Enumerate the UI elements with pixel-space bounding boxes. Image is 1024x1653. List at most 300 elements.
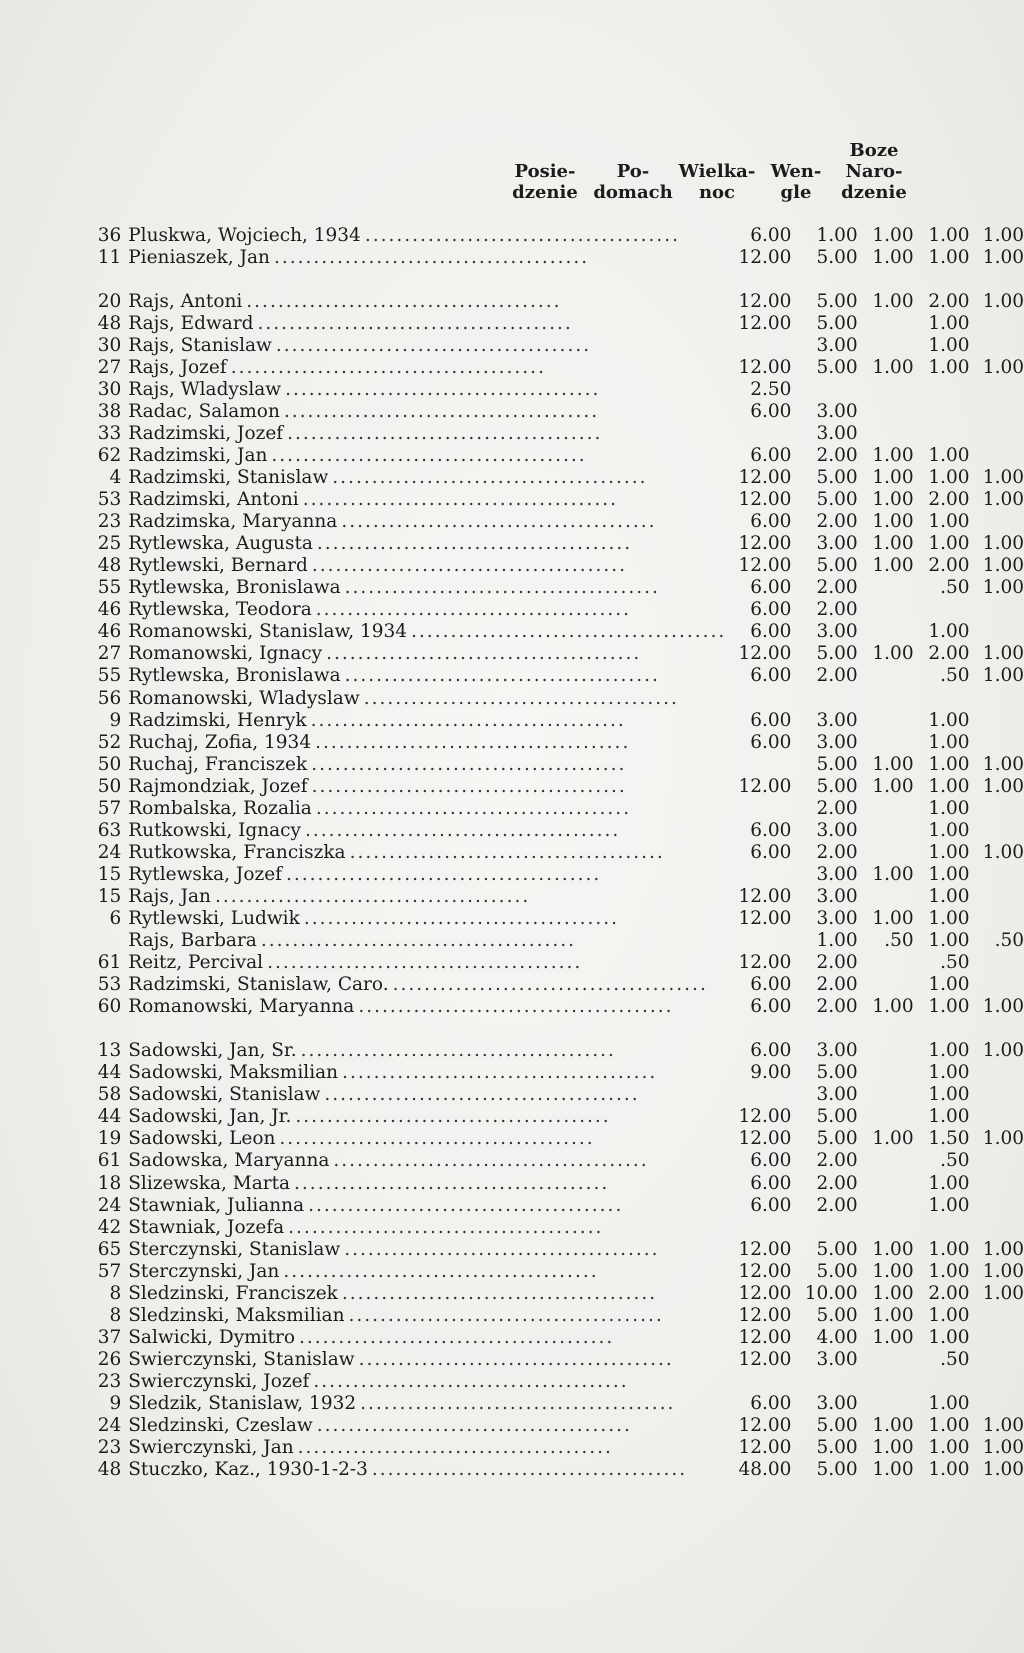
amount-c3: 1.00	[872, 643, 914, 665]
amount-c3: 1.00	[872, 1304, 914, 1326]
amount-c2: 2.00	[816, 511, 858, 533]
amount-c4	[914, 1216, 970, 1238]
leader-dots: ........................................	[285, 378, 601, 400]
name-wrapper	[128, 952, 726, 973]
name-cell	[128, 952, 726, 974]
row-number: 65	[97, 1238, 122, 1260]
amount-c1: 6.00	[750, 1172, 792, 1194]
row-number: 56	[97, 687, 122, 709]
name-cell	[128, 687, 726, 709]
member-name: Rajs, Jozef	[128, 356, 227, 378]
name-cell	[128, 1216, 726, 1238]
member-name: Radzimski, Antoni	[128, 489, 299, 511]
row-number: 27	[97, 643, 122, 665]
amount-c1: 6.00	[750, 819, 792, 841]
leader-dots: ........................................	[363, 687, 679, 709]
amount-c3: 1.00	[872, 1415, 914, 1437]
amount-c5: 1.00	[982, 224, 1024, 246]
name-wrapper	[128, 886, 726, 907]
table-row	[96, 1106, 1024, 1128]
amount-c3	[858, 1392, 914, 1414]
amount-c2: 3.00	[816, 334, 858, 356]
amount-c4: 2.00	[928, 290, 970, 312]
amount-c3	[858, 1172, 914, 1194]
member-name: Radzimski, Henryk	[128, 709, 307, 731]
amount-c1: 12.00	[738, 1282, 792, 1304]
table-row	[96, 1282, 1024, 1304]
name-wrapper	[128, 1437, 726, 1458]
member-name: Pluskwa, Wojciech, 1934	[128, 224, 361, 246]
row-number: 19	[97, 1128, 122, 1150]
amount-c1: 12.00	[738, 1437, 792, 1459]
row-number: 58	[97, 1084, 122, 1106]
member-name: Sledzik, Stanislaw, 1932	[128, 1393, 357, 1414]
amount-c2: 3.00	[816, 885, 858, 907]
name-cell	[128, 1304, 726, 1326]
name-cell	[128, 1062, 726, 1084]
amount-c3	[858, 312, 914, 334]
row-number: 37	[97, 1326, 122, 1348]
table-row	[96, 709, 1024, 731]
table-row	[96, 819, 1024, 841]
table-row	[96, 1326, 1024, 1348]
member-name: Sledzinski, Maksmilian	[128, 1304, 345, 1326]
amount-c5: 1.00	[982, 577, 1024, 599]
leader-dots: ........................................	[310, 709, 626, 731]
name-wrapper	[128, 599, 726, 620]
amount-c2: 2.00	[816, 952, 858, 974]
member-name: Radzimski, Stanislaw, Caro.	[128, 974, 389, 996]
name-cell	[128, 974, 726, 996]
table-row	[96, 1150, 1024, 1172]
amount-c2: 2.00	[816, 841, 858, 863]
amount-c5: 1.00	[982, 290, 1024, 312]
row-number: 33	[97, 422, 122, 444]
leader-dots: ........................................	[341, 1282, 658, 1304]
amount-c4: 1.00	[928, 1040, 970, 1062]
member-name: Romanowski, Stanislaw, 1934	[128, 621, 408, 643]
name-wrapper	[128, 974, 726, 995]
header-posiedzenie: Posie- dzenie	[512, 161, 578, 203]
table-row	[96, 599, 1024, 621]
amount-c1	[726, 863, 791, 885]
amount-c2: 2.00	[816, 444, 858, 466]
row-number: 20	[97, 290, 122, 312]
table-row	[96, 841, 1024, 863]
table-row	[96, 797, 1024, 819]
row-number: 15	[97, 863, 122, 885]
amount-c2	[791, 687, 857, 709]
amount-c2: 1.00	[816, 930, 858, 952]
member-name: Stawniak, Julianna	[128, 1194, 305, 1216]
amount-c1: 6.00	[750, 709, 792, 731]
table-row	[96, 467, 1024, 489]
amount-c2: 5.00	[816, 1415, 858, 1437]
name-cell	[128, 1370, 726, 1392]
amount-c3	[858, 819, 914, 841]
amount-c3: 1.00	[872, 907, 914, 929]
amount-c1: 6.00	[750, 996, 792, 1018]
leader-dots: ........................................	[311, 753, 627, 775]
name-cell	[128, 907, 726, 929]
row-number: 60	[97, 996, 122, 1018]
amount-c4: 1.00	[928, 1393, 970, 1414]
table-row	[96, 1437, 1024, 1459]
member-name: Slizewska, Marta	[128, 1172, 291, 1194]
amount-c3	[858, 709, 914, 731]
row-number: 30	[97, 334, 122, 356]
name-wrapper	[128, 313, 726, 334]
name-wrapper	[128, 1327, 726, 1348]
amount-c5	[970, 1172, 1024, 1194]
leader-dots: ........................................	[344, 1238, 660, 1260]
amount-c3: 1.00	[872, 1238, 914, 1260]
row-number: 62	[97, 444, 122, 466]
name-cell	[128, 290, 726, 312]
member-name: Rajmondziak, Jozef	[128, 775, 308, 797]
amount-c4: 2.00	[928, 489, 970, 511]
row-number: 9	[109, 709, 122, 731]
amount-c1: 12.00	[738, 1106, 792, 1128]
amount-c4: 1.00	[928, 996, 970, 1018]
leader-dots: ........................................	[287, 422, 603, 444]
name-cell	[128, 444, 726, 466]
table-row	[96, 1260, 1024, 1282]
member-name: Rytlewska, Augusta	[128, 533, 313, 555]
ledger-table	[96, 224, 1024, 1481]
member-name: Rajs, Antoni	[128, 290, 243, 312]
name-cell	[128, 1040, 726, 1062]
amount-c3: 1.00	[872, 444, 914, 466]
amount-c2: 5.00	[816, 1062, 858, 1084]
amount-c2: 2.00	[816, 797, 858, 819]
amount-c2: 5.00	[816, 489, 858, 511]
table-row	[96, 952, 1024, 974]
leader-dots: ........................................	[294, 1172, 610, 1194]
name-wrapper	[128, 555, 726, 576]
amount-c5: 1.00	[982, 996, 1024, 1018]
row-number: 18	[97, 1172, 122, 1194]
table-row	[96, 356, 1024, 378]
member-name: Stawniak, Jozefa	[128, 1216, 285, 1238]
amount-c2: 3.00	[816, 400, 858, 422]
amount-c2: 2.00	[816, 599, 858, 621]
amount-c2	[791, 378, 857, 400]
amount-c4: 1.00	[928, 753, 970, 775]
leader-dots: ........................................	[326, 643, 642, 665]
name-cell	[128, 599, 726, 621]
name-cell	[128, 643, 726, 665]
amount-c4: 1.00	[928, 1084, 970, 1106]
amount-c4: 1.00	[928, 819, 970, 841]
member-name: Sledzinski, Czeslaw	[128, 1415, 313, 1437]
amount-c2: 2.00	[816, 665, 858, 687]
amount-c3: 1.00	[872, 1326, 914, 1348]
table-row	[96, 665, 1024, 687]
leader-dots: ........................................	[358, 1348, 674, 1370]
name-cell	[128, 1238, 726, 1260]
amount-c5: 1.00	[982, 841, 1024, 863]
amount-c3	[858, 687, 914, 709]
amount-c3: 1.00	[872, 1459, 914, 1481]
amount-c5: 1.00	[982, 665, 1024, 687]
amount-c5	[970, 312, 1024, 334]
row-number: 57	[97, 797, 122, 819]
amount-c1: 12.00	[738, 952, 792, 974]
amount-c5	[970, 1348, 1024, 1370]
member-name: Pieniaszek, Jan	[128, 246, 270, 268]
name-wrapper	[128, 820, 726, 841]
amount-c1: 12.00	[738, 1304, 792, 1326]
amount-c3: 1.00	[872, 533, 914, 555]
member-name: Ruchaj, Zofia, 1934	[128, 731, 312, 753]
member-name: Rajs, Edward	[128, 312, 254, 334]
table-row	[96, 1128, 1024, 1150]
header-wielkanoc: Wielka- noc	[678, 161, 756, 203]
amount-c3: 1.00	[872, 863, 914, 885]
amount-c2	[791, 1216, 857, 1238]
amount-c5	[970, 511, 1024, 533]
member-name: Rutkowska, Franciszka	[128, 841, 346, 863]
amount-c5: 1.00	[982, 1282, 1024, 1304]
name-wrapper	[128, 511, 726, 532]
header-boze-narodzenie: Boze Naro- dzenie	[841, 140, 907, 203]
name-wrapper	[128, 445, 726, 466]
leader-dots: ........................................	[271, 444, 587, 466]
amount-c1: 6.00	[750, 577, 792, 599]
member-name: Sadowski, Jan, Jr.	[128, 1106, 292, 1128]
amount-c4: 1.00	[928, 1459, 970, 1481]
row-number: 50	[97, 775, 122, 797]
amount-c4: 1.00	[928, 907, 970, 929]
amount-c1	[726, 1370, 791, 1392]
member-name: Sadowska, Maryanna	[128, 1150, 330, 1172]
amount-c2: 3.00	[816, 731, 858, 753]
table-row	[96, 400, 1024, 422]
amount-c3	[858, 1348, 914, 1370]
member-name: Sterczynski, Jan	[128, 1260, 280, 1282]
name-wrapper	[128, 643, 726, 664]
row-number: 50	[97, 753, 122, 775]
amount-c4: 2.00	[928, 1282, 970, 1304]
amount-c4: 1.00	[928, 444, 970, 466]
amount-c1: 6.00	[750, 1150, 792, 1172]
amount-c4: 1.50	[928, 1128, 970, 1150]
gap-cell	[96, 1018, 1024, 1040]
name-wrapper	[128, 754, 726, 775]
name-wrapper	[128, 291, 726, 312]
member-name: Ruchaj, Franciszek	[128, 753, 308, 775]
table-row	[96, 907, 1024, 929]
amount-c4	[914, 378, 970, 400]
amount-c1: 12.00	[738, 312, 792, 334]
amount-c4: 1.00	[928, 1172, 970, 1194]
row-number: 8	[109, 1282, 122, 1304]
amount-c1: 12.00	[738, 885, 792, 907]
column-header	[0, 140, 1024, 210]
amount-c3	[858, 1216, 914, 1238]
amount-c4: 1.00	[928, 709, 970, 731]
row-number: 46	[97, 599, 122, 621]
amount-c2: 1.00	[816, 224, 858, 246]
table-row	[96, 643, 1024, 665]
row-number: 26	[97, 1348, 122, 1370]
name-wrapper	[128, 533, 726, 554]
row-number: 24	[97, 1415, 122, 1437]
leader-dots: ........................................	[333, 1150, 649, 1172]
amount-c5	[970, 863, 1024, 885]
amount-c3	[858, 731, 914, 753]
header-podomach: Po- domach	[593, 161, 673, 203]
amount-c3: 1.00	[872, 1260, 914, 1282]
table-row	[96, 290, 1024, 312]
row-number: 8	[109, 1304, 122, 1326]
amount-c5	[970, 1194, 1024, 1216]
amount-c1: 48.00	[738, 1459, 792, 1481]
amount-c4	[914, 687, 970, 709]
leader-dots: ........................................	[299, 1326, 615, 1348]
row-number: 38	[97, 400, 122, 422]
leader-dots: ........................................	[303, 907, 620, 929]
amount-c1: 12.00	[738, 775, 792, 797]
amount-c4: .50	[940, 577, 970, 599]
amount-c3	[858, 1084, 914, 1106]
amount-c5	[970, 422, 1024, 444]
name-cell	[128, 885, 726, 907]
amount-c5: 1.00	[982, 555, 1024, 577]
amount-c4: 1.00	[928, 974, 970, 996]
name-wrapper	[128, 1305, 726, 1326]
member-name: Radzimska, Maryanna	[128, 511, 338, 533]
leader-dots: ........................................	[342, 1062, 658, 1084]
name-cell	[128, 996, 726, 1018]
amount-c2: 5.00	[816, 643, 858, 665]
amount-c4: 1.00	[928, 1326, 970, 1348]
member-name: Swierczynski, Stanislaw	[128, 1348, 355, 1370]
name-wrapper	[128, 489, 726, 510]
amount-c2: 2.00	[816, 974, 858, 996]
row-number: 42	[97, 1216, 122, 1238]
row-number	[96, 930, 128, 952]
table-row	[96, 378, 1024, 400]
name-cell	[128, 511, 726, 533]
amount-c1: 12.00	[738, 356, 792, 378]
amount-c5	[970, 1062, 1024, 1084]
member-name: Swierczynski, Jan	[128, 1437, 294, 1459]
amount-c2: 3.00	[816, 1084, 858, 1106]
amount-c2: 5.00	[816, 246, 858, 268]
name-wrapper	[128, 379, 726, 400]
leader-dots: ........................................	[364, 224, 681, 246]
name-wrapper	[128, 1195, 726, 1216]
amount-c3: 1.00	[872, 246, 914, 268]
member-name: Rytlewski, Bernard	[128, 555, 308, 577]
leader-dots: ........................................	[332, 467, 648, 489]
amount-c2: 3.00	[816, 422, 858, 444]
name-wrapper	[128, 1239, 726, 1260]
amount-c4	[914, 599, 970, 621]
amount-c1	[726, 1084, 791, 1106]
table-row	[96, 312, 1024, 334]
table-row	[96, 1172, 1024, 1194]
table-row	[96, 974, 1024, 996]
table-row	[96, 224, 1024, 246]
row-number: 30	[97, 378, 122, 400]
amount-c4: .50	[940, 952, 970, 974]
row-number: 23	[97, 1437, 122, 1459]
member-name: Salwicki, Dymitro	[128, 1326, 296, 1348]
amount-c3	[858, 974, 914, 996]
leader-dots: ........................................	[308, 1194, 624, 1216]
leader-dots: ........................................	[344, 665, 660, 687]
member-name: Radac, Salamon	[128, 400, 280, 422]
table-row	[96, 1370, 1024, 1392]
amount-c1: 12.00	[738, 1326, 792, 1348]
amount-c2	[791, 1370, 857, 1392]
member-name: Sadowski, Leon	[128, 1128, 276, 1150]
amount-c1	[726, 334, 791, 356]
leader-dots: ........................................	[341, 511, 657, 533]
amount-c2: 5.00	[816, 1260, 858, 1282]
amount-c5	[970, 952, 1024, 974]
table-row	[96, 731, 1024, 753]
name-cell	[128, 797, 726, 819]
name-cell	[128, 1260, 726, 1282]
row-number: 25	[97, 533, 122, 555]
name-wrapper	[128, 1128, 726, 1149]
amount-c5: 1.00	[982, 753, 1024, 775]
leader-dots: ........................................	[360, 1393, 676, 1414]
name-wrapper	[128, 1217, 726, 1238]
name-cell	[128, 1459, 726, 1481]
row-number: 9	[109, 1393, 122, 1414]
row-number: 48	[97, 312, 122, 334]
member-name: Rajs, Jan	[128, 885, 211, 907]
name-cell	[128, 1194, 726, 1216]
name-wrapper	[128, 247, 726, 268]
row-number: 63	[97, 819, 122, 841]
amount-c2: 3.00	[816, 1393, 858, 1414]
table-row	[96, 1348, 1024, 1370]
leader-dots: ........................................	[315, 797, 632, 819]
amount-c1: 12.00	[738, 643, 792, 665]
name-wrapper	[128, 864, 726, 885]
amount-c1: 12.00	[738, 246, 792, 268]
amount-c1	[726, 797, 791, 819]
amount-c4: 1.00	[928, 797, 970, 819]
name-cell	[128, 422, 726, 444]
leader-dots: ........................................	[348, 1304, 664, 1326]
amount-c5: 1.00	[982, 1128, 1024, 1150]
table-row	[96, 246, 1024, 268]
amount-c2: 5.00	[816, 1238, 858, 1260]
name-wrapper	[128, 1393, 726, 1414]
leader-dots: ........................................	[313, 1370, 629, 1392]
name-cell	[128, 378, 726, 400]
amount-c5	[970, 378, 1024, 400]
amount-c3: 1.00	[872, 1437, 914, 1459]
name-wrapper	[128, 1261, 726, 1282]
amount-c3: 1.00	[872, 511, 914, 533]
row-number: 44	[97, 1106, 122, 1128]
amount-c5	[970, 885, 1024, 907]
leader-dots: ........................................	[344, 577, 660, 599]
amount-c5: 1.00	[982, 1415, 1024, 1437]
name-cell	[128, 863, 726, 885]
row-number: 53	[97, 974, 122, 996]
name-cell	[128, 709, 726, 731]
leader-dots: ........................................	[279, 1128, 595, 1150]
